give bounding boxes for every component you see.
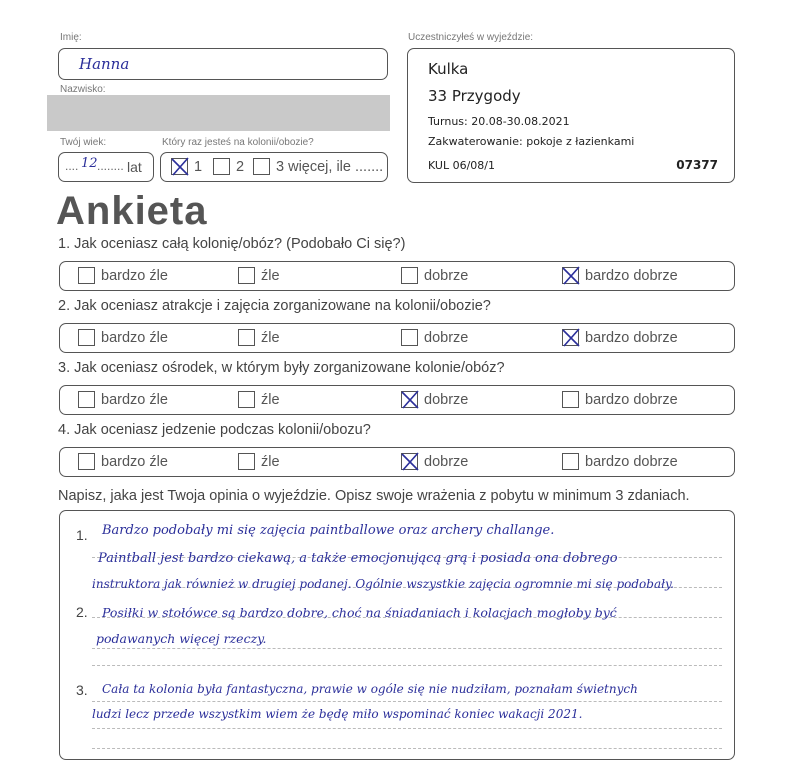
- opinion-number-2: 2.: [76, 604, 88, 620]
- checkbox[interactable]: [401, 391, 418, 408]
- camp-number: 07377: [676, 158, 718, 172]
- rating-option-label: bardzo dobrze: [585, 391, 678, 408]
- surname-label: Nazwisko:: [60, 84, 106, 95]
- rating-option[interactable]: [401, 329, 468, 346]
- rating-option[interactable]: [78, 267, 168, 284]
- writing-line: [92, 728, 722, 729]
- rating-option-label: źle: [261, 267, 280, 284]
- rating-option[interactable]: [78, 329, 168, 346]
- question-label-3: 3. Jak oceniasz ośrodek, w którym były zorganizowane kolonie/obóz?: [58, 360, 505, 376]
- age-label: Twój wiek:: [60, 137, 107, 148]
- camp-turnus: Turnus: 20.08-30.08.2021: [428, 115, 570, 128]
- visit-option-3[interactable]: [253, 158, 383, 175]
- x-check-icon: [400, 389, 420, 410]
- opinion-prompt: Napisz, jaka jest Twoja opinia o wyjeździe. Opisz swoje wrażenia z pobytu w minimum 3 zdaniach.: [58, 488, 690, 504]
- rating-option-label: bardzo dobrze: [585, 453, 678, 470]
- checkbox[interactable]: [238, 267, 255, 284]
- checkbox[interactable]: [78, 267, 95, 284]
- question-options-row-3: [59, 385, 735, 415]
- camp-accommodation: Zakwaterowanie: pokoje z łazienkami: [428, 135, 635, 148]
- surname-redaction: [47, 95, 390, 131]
- x-check-icon: [400, 451, 420, 472]
- rating-option[interactable]: [562, 329, 678, 346]
- visit-field: [160, 152, 388, 182]
- question-label-4: 4. Jak oceniasz jedzenie podczas kolonii/obozu?: [58, 422, 371, 438]
- rating-option[interactable]: [562, 391, 678, 408]
- age-value: 12: [81, 156, 98, 171]
- rating-option-label: bardzo źle: [101, 453, 168, 470]
- rating-option-label: dobrze: [424, 391, 469, 408]
- opinion-number-1: 1.: [76, 527, 88, 543]
- rating-option[interactable]: [238, 267, 280, 284]
- age-dots-before: ....: [65, 159, 79, 173]
- rating-option-label: źle: [261, 391, 280, 408]
- opinion-line-6: Cała ta kolonia była fantastyczna, prawie w ogóle się nie nudziłam, poznałam świetnych: [102, 682, 638, 696]
- camp-name: Kulka: [428, 60, 469, 78]
- rating-option-label: źle: [261, 329, 280, 346]
- opinion-line-7: ludzi lecz przede wszystkim wiem że będę miło wspominać koniec wakacji 2021.: [92, 707, 583, 721]
- checkbox[interactable]: [562, 391, 579, 408]
- question-options-row-2: [59, 323, 735, 353]
- writing-line: [92, 648, 722, 649]
- rating-option[interactable]: [401, 391, 468, 408]
- rating-option[interactable]: [562, 453, 678, 470]
- rating-option[interactable]: [78, 453, 168, 470]
- rating-option-label: dobrze: [424, 267, 469, 284]
- age-dots-after: ........: [97, 159, 124, 173]
- rating-option[interactable]: [401, 453, 468, 470]
- name-field[interactable]: [58, 48, 388, 80]
- checkbox[interactable]: [238, 391, 255, 408]
- camp-code: KUL 06/08/1: [428, 159, 495, 172]
- writing-line: [92, 701, 722, 702]
- x-check-icon: [170, 156, 190, 177]
- checkbox[interactable]: [78, 329, 95, 346]
- rating-option-label: dobrze: [424, 329, 469, 346]
- question-label-1: 1. Jak oceniasz całą kolonię/obóz? (Podobało Ci się?): [58, 236, 406, 252]
- writing-line: [92, 748, 722, 749]
- visit-option-1[interactable]: [171, 158, 202, 175]
- survey-title: Ankieta: [56, 189, 208, 233]
- opinion-line-1: Bardzo podobały mi się zajęcia paintballowe oraz archery challange.: [102, 523, 555, 538]
- checkbox[interactable]: [253, 158, 270, 175]
- rating-option-label: bardzo źle: [101, 267, 168, 284]
- x-check-icon: [561, 327, 581, 348]
- camp-program: 33 Przygody: [428, 87, 521, 105]
- rating-option-label: bardzo dobrze: [585, 329, 678, 346]
- age-unit: lat: [127, 159, 142, 175]
- checkbox[interactable]: [401, 329, 418, 346]
- checkbox[interactable]: [78, 453, 95, 470]
- opinion-line-3: instruktora jak również w drugiej podanej. Ogólnie wszystkie zajęcia ogromnie mi się podobały.: [92, 577, 674, 591]
- question-label-2: 2. Jak oceniasz atrakcje i zajęcia zorganizowane na kolonii/obozie?: [58, 298, 491, 314]
- rating-option[interactable]: [238, 329, 280, 346]
- opinion-line-2: Paintball jest bardzo ciekawą, a także emocjonującą grą i posiada ona dobrego: [98, 551, 618, 566]
- visit-option-2[interactable]: [213, 158, 244, 175]
- camp-card-label: Uczestniczyłeś w wyjeździe:: [408, 32, 534, 43]
- visit-option-label: 2: [236, 158, 245, 175]
- checkbox[interactable]: [78, 391, 95, 408]
- name-label: Imię:: [60, 32, 82, 43]
- checkbox[interactable]: [401, 267, 418, 284]
- question-options-row-1: [59, 261, 735, 291]
- age-field[interactable]: [58, 152, 154, 182]
- checkbox[interactable]: [238, 453, 255, 470]
- rating-option[interactable]: [562, 267, 678, 284]
- checkbox[interactable]: [562, 329, 579, 346]
- checkbox[interactable]: [401, 453, 418, 470]
- rating-option-label: bardzo dobrze: [585, 267, 678, 284]
- rating-option-label: źle: [261, 453, 280, 470]
- checkbox[interactable]: [238, 329, 255, 346]
- camp-card: [407, 48, 735, 183]
- checkbox[interactable]: [562, 267, 579, 284]
- rating-option[interactable]: [238, 453, 280, 470]
- opinion-line-4: Posiłki w stołówce są bardzo dobre, choć na śniadaniach i kolacjach mogłoby być: [102, 605, 617, 620]
- rating-option[interactable]: [401, 267, 468, 284]
- opinion-number-3: 3.: [76, 682, 88, 698]
- rating-option-label: bardzo źle: [101, 391, 168, 408]
- question-options-row-4: [59, 447, 735, 477]
- rating-option-label: dobrze: [424, 453, 469, 470]
- visit-option-label: 1: [194, 158, 203, 175]
- checkbox[interactable]: [562, 453, 579, 470]
- visit-label: Który raz jesteś na kolonii/obozie?: [162, 137, 314, 148]
- writing-line: [92, 665, 722, 666]
- x-check-icon: [561, 265, 581, 286]
- opinion-line-5: podawanych więcej rzeczy.: [96, 631, 267, 646]
- rating-option[interactable]: [238, 391, 280, 408]
- checkbox[interactable]: [171, 158, 188, 175]
- rating-option-label: bardzo źle: [101, 329, 168, 346]
- name-value: Hanna: [79, 55, 130, 73]
- rating-option[interactable]: [78, 391, 168, 408]
- visit-option-label: 3 więcej, ile .......: [276, 158, 384, 175]
- checkbox[interactable]: [213, 158, 230, 175]
